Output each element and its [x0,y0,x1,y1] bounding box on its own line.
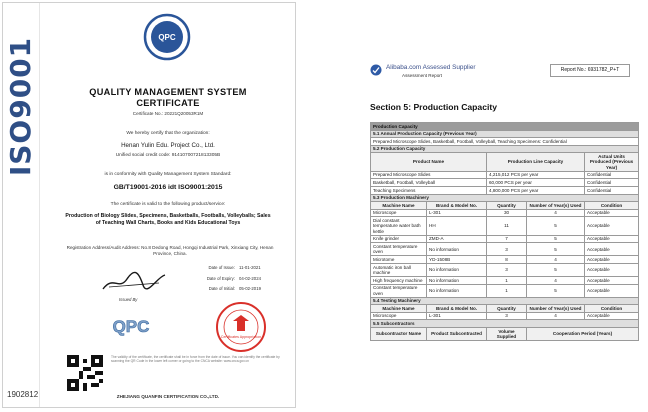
qpc-logo-text: QPC [112,317,150,336]
table-cell: Acceptable [585,276,639,284]
machinery-rows [371,209,639,297]
table-cell: L-301 [427,312,487,320]
iso-certificate [2,2,296,408]
validity-statement: The certificate is valid to the following product/service: [110,202,226,207]
table-row [371,217,639,235]
table-cell: Acceptable [585,209,639,217]
table-row [371,243,639,256]
table-cell: No information [427,263,487,276]
table-cell: 1 [487,284,527,297]
subcontractor-header-row [371,327,639,340]
table-cell: 5 [527,243,585,256]
column-header: Subcontractor Name [371,327,427,340]
table-cell: ZMD-A [427,235,487,243]
table-cell: No information [427,243,487,256]
column-header: Brand & Model No. [427,202,487,210]
table-cell: 7 [487,235,527,243]
table-cell: Dial constant temperature water bath kettle [371,217,427,235]
column-header: Number of Year(s) Used [527,305,585,313]
table-cell: Acceptable [585,217,639,235]
production-capacity-table [370,122,639,341]
table-cell: YD-1508B [427,256,487,264]
table-row [371,284,639,297]
stamp-label: Certificates Appropriation [220,335,262,339]
table-cell: 5 [527,235,585,243]
table-row [371,312,639,320]
column-header: Machine Name [371,202,427,210]
table-cell: Acceptable [585,235,639,243]
table-row [371,235,639,243]
testing-header-row [371,305,639,313]
machinery-header-row [371,202,639,210]
assessed-supplier-badge-icon [370,64,382,76]
column-header: Number of Year(s) Used [527,202,585,210]
column-header: Product Subcontracted [427,327,487,340]
table-cell: 5 [527,217,585,235]
table-cell: Confidential [585,171,639,179]
table-cell: No information [427,284,487,297]
certifier-name: ZHEJIANG QUANFIN CERTIFICATION CO.,LTD. [116,394,220,399]
table-cell: HH [427,217,487,235]
table-cell: No information [427,276,487,284]
qpc-seal-icon [143,13,191,61]
table-cell: Acceptable [585,263,639,276]
table-cell: Microscope [371,312,427,320]
date-row: Date of Issue: 11-01-2021 [208,265,261,270]
table-row [371,276,639,284]
report-subtitle: Assessment Report [402,73,443,78]
table-cell: Acceptable [585,243,639,256]
column-header: Quantity [487,305,527,313]
annual-capacity-title: 5.1 Annual Production Capacity (Previous Year) [371,130,639,138]
table-cell: 5 [527,284,585,297]
table-cell: High frequency machine [371,276,427,284]
table-cell: Confidential [585,186,639,194]
machinery-subtitle: 5.3 Production Machinery [371,194,639,202]
table-cell: Acceptable [585,284,639,297]
table-cell: Automatic iron ball machine [371,263,427,276]
table-cell: 8 [487,256,527,264]
certify-statement: We hereby certify that the organization: [126,131,210,136]
column-header: Product Name [371,153,487,171]
organization-name: Henan Yulin Edu. Project Co., Ltd. [121,142,215,149]
testing-subtitle: 5.4 Testing Machinery [371,297,639,305]
table-cell: Teaching Specimens [371,186,487,194]
table-cell: 4 [527,209,585,217]
table-cell: Acceptable [585,312,639,320]
column-header: Brand & Model No. [427,305,487,313]
capacity-subtitle: 5.2 Production Capacity [371,145,639,153]
capacity-header-row [371,153,639,171]
iso-band-text: ISO9001 [4,36,38,176]
column-header: Quantity [487,202,527,210]
table-row [371,179,639,187]
table-cell: 3 [487,243,527,256]
annual-capacity-text: Prepared Microscope Slides, Basketball, Football, Volleyball, Teaching Specimens: Confidential [371,138,639,146]
table-cell: 4 [527,312,585,320]
column-header: Cooperation Period (Years) [527,327,639,340]
table-cell: 5 [527,263,585,276]
certificate-body [43,3,293,407]
qpc-logo-icon [99,315,163,337]
table-cell: 4 [527,276,585,284]
capacity-section-header: Production Capacity [371,123,639,131]
table-cell: 60,000 PCS per year [487,179,585,187]
table-cell: 3 [487,312,527,320]
certified-scope: Production of Biology Slides, Specimens, Basketballs, Footballs, Volleyballs; Sales of Teaching Wall Charts, Books and Kids Educational Toys [65,213,271,227]
credit-code: Unified social credit code: 91410700721813305B [115,153,221,158]
table-cell: L-301 [427,209,487,217]
certificate-number: Certificate No.: 20221Q20053R1M [132,111,204,116]
standard: GB/T19001-2016 idt ISO9001:2015 [113,184,223,191]
table-row [371,256,639,264]
column-header: Condition [585,305,639,313]
table-row [371,263,639,276]
testing-rows [371,312,639,320]
table-cell: Acceptable [585,256,639,264]
table-row [371,171,639,179]
table-cell: 3 [487,263,527,276]
table-cell: 4,215,012 PCS per year [487,171,585,179]
red-stamp-icon [215,301,267,353]
qr-code-icon [67,355,103,391]
issued-by-label: Issued By [119,297,138,302]
column-header: Machine Name [371,305,427,313]
table-cell: Constant temperature oven [371,243,427,256]
seal-label: QPC [158,33,176,42]
certificate-serial: 1902812 [7,390,39,399]
column-header: Condition [585,202,639,210]
signature-icon [99,269,169,295]
table-row [371,186,639,194]
table-cell: Prepared Microscope Slides [371,171,487,179]
table-cell: Knife grinder [371,235,427,243]
subcontractors-subtitle: 5.5 Subcontractors [371,320,639,328]
table-cell: 4 [527,256,585,264]
table-cell: 11 [487,217,527,235]
certificate-title: QUALITY MANAGEMENT SYSTEM CERTIFICATE [89,87,247,108]
table-cell: 4,800,000 PCS per year [487,186,585,194]
section-title: Section 5: Production Capacity [370,102,498,112]
table-cell: Microscope [371,209,427,217]
column-header: Volume Supplied [487,327,527,340]
column-header: Production Line Capacity [487,153,585,171]
table-cell: Basketball, Football, Volleyball [371,179,487,187]
table-cell: Microtome [371,256,427,264]
certificate-side-band [3,3,40,407]
table-row [371,209,639,217]
table-cell: 1 [487,276,527,284]
column-header: Actual Units Produced (Previous Year) [585,153,639,171]
capacity-rows [371,171,639,194]
certificate-dates [197,265,277,297]
table-cell: 30 [487,209,527,217]
date-row: Date of Expiry: 04-02-2024 [206,275,261,281]
registration-address: Registration Address/Audit Address: No.8 Dedong Road, Hongqi Industrial Park, Xinxiang City, Henan Province, China. [66,245,274,257]
report-brand: Alibaba.com Assessed Supplier [386,64,476,71]
report-number: Report No.: 6931782_P+T [550,64,630,77]
date-row: Date of Initial: 05-02-2019 [208,286,261,291]
table-cell: Constant temperature oven [371,284,427,297]
conformity-statement: is in conformity with Quality Management System Standard: [104,172,232,177]
assessment-report [360,58,642,408]
table-cell: Confidential [585,179,639,187]
verification-note: The validity of the certificate, the certificate shall be in force from the date of issue. You can identify the certificate by scanning the QR Code in the lower left corner or going to the CNCA website: www.cnca.gov.cn [111,355,280,364]
